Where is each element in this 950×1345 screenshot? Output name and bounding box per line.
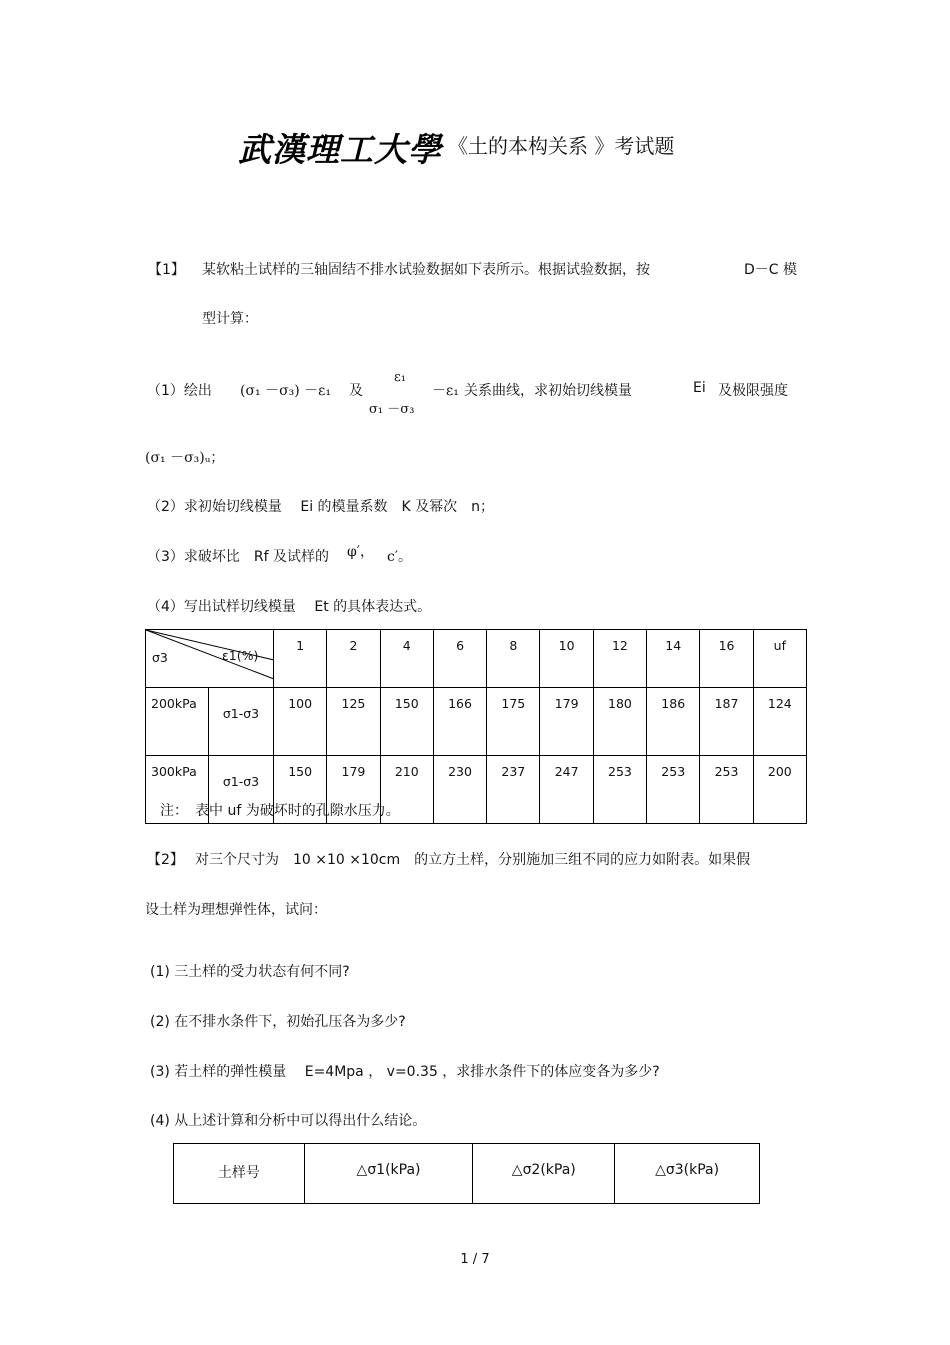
table-cell: 237 <box>487 756 540 824</box>
q2-tag: 【2】 <box>147 852 184 868</box>
header-cell: △σ3(kPa) <box>615 1144 760 1204</box>
header-cell: uf <box>753 630 806 688</box>
q1-p1-ei: Ei <box>693 380 706 396</box>
table-cell: 253 <box>647 756 700 824</box>
table-note: 注： 表中 uf 为破坏时的孔隙水压力。 <box>160 803 400 819</box>
q1-p1-text2: 及极限强度 <box>718 383 788 399</box>
table-row <box>146 688 807 756</box>
table-cell: 180 <box>593 688 646 756</box>
page-number: 1 / 7 <box>460 1252 490 1267</box>
header-cell: 1 <box>274 630 327 688</box>
header-cell: 12 <box>593 630 646 688</box>
q2-item-2: (2) 在不排水条件下，初始孔压各为多少? <box>150 1014 406 1030</box>
header-cell: 6 <box>433 630 486 688</box>
header-cell: △σ2(kPa) <box>473 1144 615 1204</box>
q2-item-3: (3) 若土样的弹性模量 E=4Mpa ， v=0.35 ，求排水条件下的体应变各为多少? <box>150 1064 660 1080</box>
table-cell: 179 <box>327 756 380 824</box>
table-cell: 125 <box>327 688 380 756</box>
triaxial-data-table <box>145 629 807 824</box>
q2-line2: 设土样为理想弹性体，试问： <box>145 902 327 918</box>
table-header-row <box>174 1144 760 1204</box>
table-cell: 124 <box>753 688 806 756</box>
header-cell: △σ1(kPa) <box>304 1144 473 1204</box>
table-cell: 253 <box>700 756 753 824</box>
q1-p3-prefix: （3）求破坏比 Rf 及试样的 <box>147 549 330 565</box>
q1-p4: （4）写出试样切线模量 Et 的具体表达式。 <box>147 599 432 615</box>
table-cell: 150 <box>274 756 327 824</box>
q1-tag: 【1】 <box>148 262 185 278</box>
q1-p1-expr1: (σ₁ －σ₃) －ε₁ <box>240 383 332 399</box>
page-title: 《土的本构关系 》考试题 <box>448 134 675 158</box>
header-cell: 4 <box>380 630 433 688</box>
q1-model: D－C 模 <box>744 262 798 278</box>
q1-p1-text: 关系曲线，求初始切线模量 <box>464 383 632 399</box>
table-corner-cell <box>146 630 274 688</box>
table-cell: 179 <box>540 688 593 756</box>
table-header-row <box>146 630 807 688</box>
q1-p1-expr2: －ε₁ <box>432 383 459 399</box>
table-cell: 187 <box>700 688 753 756</box>
table-cell: 247 <box>540 756 593 824</box>
header-cell: 8 <box>487 630 540 688</box>
q2-line1: 对三个尺寸为 10 ×10 ×10cm 的立方土样，分别施加三组不同的应力如附表。如果假 <box>195 852 751 868</box>
table-cell: 210 <box>380 756 433 824</box>
header-cell: 土样号 <box>174 1144 305 1204</box>
table-cell: 100 <box>274 688 327 756</box>
row-label: σ1-σ3 <box>209 688 274 756</box>
university-logo-text: 武漢理工大學 <box>238 130 442 169</box>
q2-item-4: (4) 从上述计算和分析中可以得出什么结论。 <box>150 1113 427 1129</box>
q1-p1-and: 及 <box>349 383 363 399</box>
table-cell: 253 <box>593 756 646 824</box>
corner-label-sigma3: σ3 <box>152 650 168 665</box>
table-cell: 186 <box>647 688 700 756</box>
row-sigma3: 300kPa <box>146 756 209 824</box>
q1-line1: 某软粘土试样的三轴固结不排水试验数据如下表所示。根据试验数据，按 <box>202 262 650 278</box>
q1-p2: （2）求初始切线模量 Ei 的模量系数 K 及幂次 n； <box>147 499 495 515</box>
table-cell: 200 <box>753 756 806 824</box>
table-cell: 166 <box>433 688 486 756</box>
q1-line2: 型计算： <box>202 311 258 327</box>
table-cell: 230 <box>433 756 486 824</box>
stress-table <box>173 1143 760 1204</box>
header-cell: 14 <box>647 630 700 688</box>
q1-p1-line2: (σ₁ －σ₃)ᵤ； <box>145 450 225 466</box>
row-sigma3: 200kPa <box>146 688 209 756</box>
header-cell: 16 <box>700 630 753 688</box>
q1-fraction-denominator: σ₁ －σ₃ <box>369 402 415 417</box>
table-cell: 175 <box>487 688 540 756</box>
q1-p1-prefix: （1）绘出 <box>147 383 212 399</box>
corner-label-strain: ε1(%) <box>222 648 259 663</box>
header-cell: 2 <box>327 630 380 688</box>
table-cell: 150 <box>380 688 433 756</box>
row-label: σ1-σ3 <box>209 756 274 824</box>
q1-p3-phi: φ′， <box>347 544 374 560</box>
q2-item-1: (1) 三土样的受力状态有何不同? <box>150 964 350 980</box>
header-cell: 10 <box>540 630 593 688</box>
q1-fraction-numerator: ε₁ <box>394 370 406 385</box>
q1-p3-c: c′。 <box>387 549 413 565</box>
